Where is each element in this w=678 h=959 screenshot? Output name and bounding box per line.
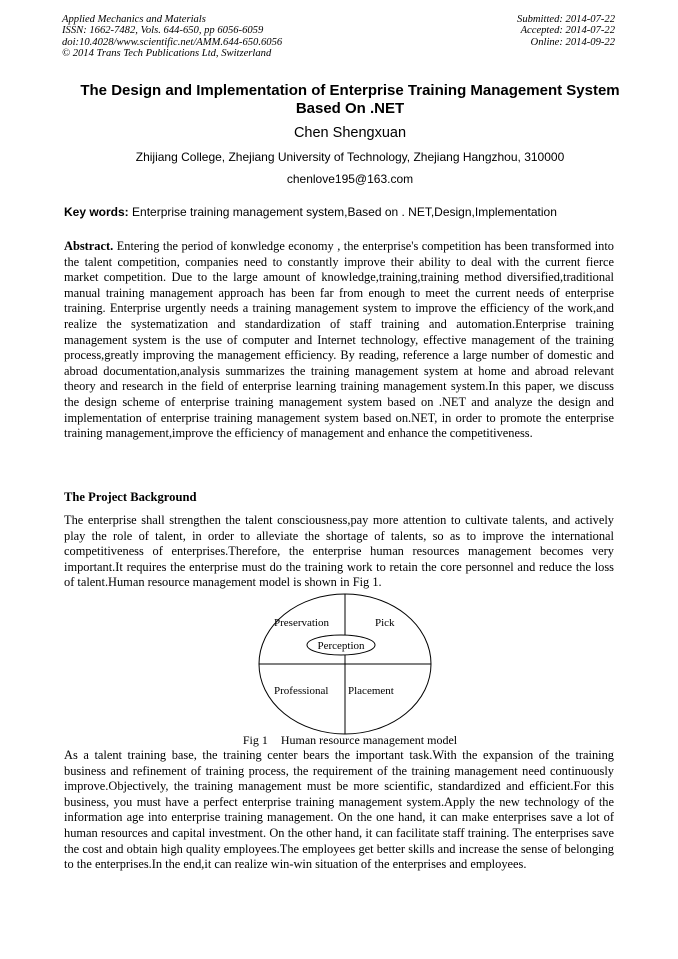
copyright-line: © 2014 Trans Tech Publications Ltd, Switzerland [62, 48, 272, 60]
hr-model-figure [257, 593, 433, 735]
journal-header-left [62, 14, 282, 60]
abstract-label: Abstract. [64, 239, 114, 253]
keywords-text: Enterprise training management system,Based on . NET,Design,Implementation [132, 205, 557, 219]
training-center-paragraph: As a talent training base, the training center bears the important task.With the expansion of the training business and refinement of training process, the requirement of the training management need continuously improve.Objectively, the training management must be more scientific, standardized and efficient.For this business, you must have a perfect enterprise training management system.Apply the new technology of the information age into enterprise training management. On the one hand, it can make enterprises save a lot of human resources and capital investment. On the other hand, it can facilitate staff training. The enterprises save the cost and obtain high quality employees.The employees get better skills and increase the sense of belonging to the enterprises.In the end,it can realize win-win situation of the enterprises and employees. [64, 748, 614, 872]
abstract-paragraph [64, 239, 614, 442]
online-date: Online: 2014-09-22 [530, 36, 615, 48]
doi-line: doi:10.4028/www.scientific.net/AMM.644-650.6056 [62, 36, 283, 48]
figure-caption-label: Fig 1 [242, 733, 268, 747]
author-email: chenlove195@163.com [286, 172, 414, 186]
paper-title: The Design and Implementation of Enterprise Training Management System Based On .NET [80, 82, 620, 117]
keywords-label: Key words: [64, 205, 129, 219]
accepted-date: Accepted: 2014-07-22 [520, 25, 615, 37]
label-placement: Placement [348, 685, 394, 697]
background-paragraph: The enterprise shall strengthen the talent consciousness,pay more attention to cultivate talents, and actively play the role of talent, in order to alleviate the shortage of talents, so as to improve the international competitiveness of enterprises.Therefore, the enterprise human resources management becomes very important.It requires the enterprise must do the training work to retain the core personnel and reduce the loss of talent.Human resource management model is shown in Fig 1. [64, 513, 614, 590]
keywords-line [64, 205, 624, 220]
figure-caption-text: Human resource management model [280, 733, 458, 747]
issn-line: ISSN: 1662-7482, Vols. 644-650, pp 6056-6059 [62, 25, 264, 37]
label-perception: Perception [317, 640, 365, 652]
author-name: Chen Shengxuan [293, 125, 407, 141]
submitted-date: Submitted: 2014-07-22 [517, 14, 615, 25]
abstract-text: Entering the period of konwledge economy , the enterprise's competition has been transformed into the talent competition, companies need to constantly improve their ability to deal with the current fierce market competition. Due to the large amount of knowledge,training,training method diversified,traditional manual training management approach has been far from enough to meet the current needs of enterprise training. Enterprise urgently needs a training management system to improve the efficiency of the work,and realize the systematization and standardization of staff training and automation.Enterprise training management system is the use of computer and Internet technology, effective management of the training process,greatly improving the management efficiency. By reading, reference a large number of domestic and abroad documentation,analysis summarizes the training management system at home and abroad relevant theory and research in the field of enterprise learning training management system.In this paper, we discuss the design scheme of enterprise training management system based on .NET and analyze the design and implementation of enterprise training management system based on.NET, in order to promote the enterprise training management,improve the efficiency of management and enhance the competitiveness. [64, 239, 614, 441]
label-pick: Pick [375, 617, 395, 629]
label-professional: Professional [274, 685, 329, 697]
journal-header-right [517, 14, 615, 48]
journal-name: Applied Mechanics and Materials [62, 14, 206, 25]
author-affiliation: Zhijiang College, Zhejiang University of Technology, Zhejiang Hangzhou, 310000 [135, 150, 565, 164]
label-preservation: Preservation [274, 617, 329, 629]
figure-caption [200, 733, 500, 747]
section-heading: The Project Background [64, 490, 197, 504]
